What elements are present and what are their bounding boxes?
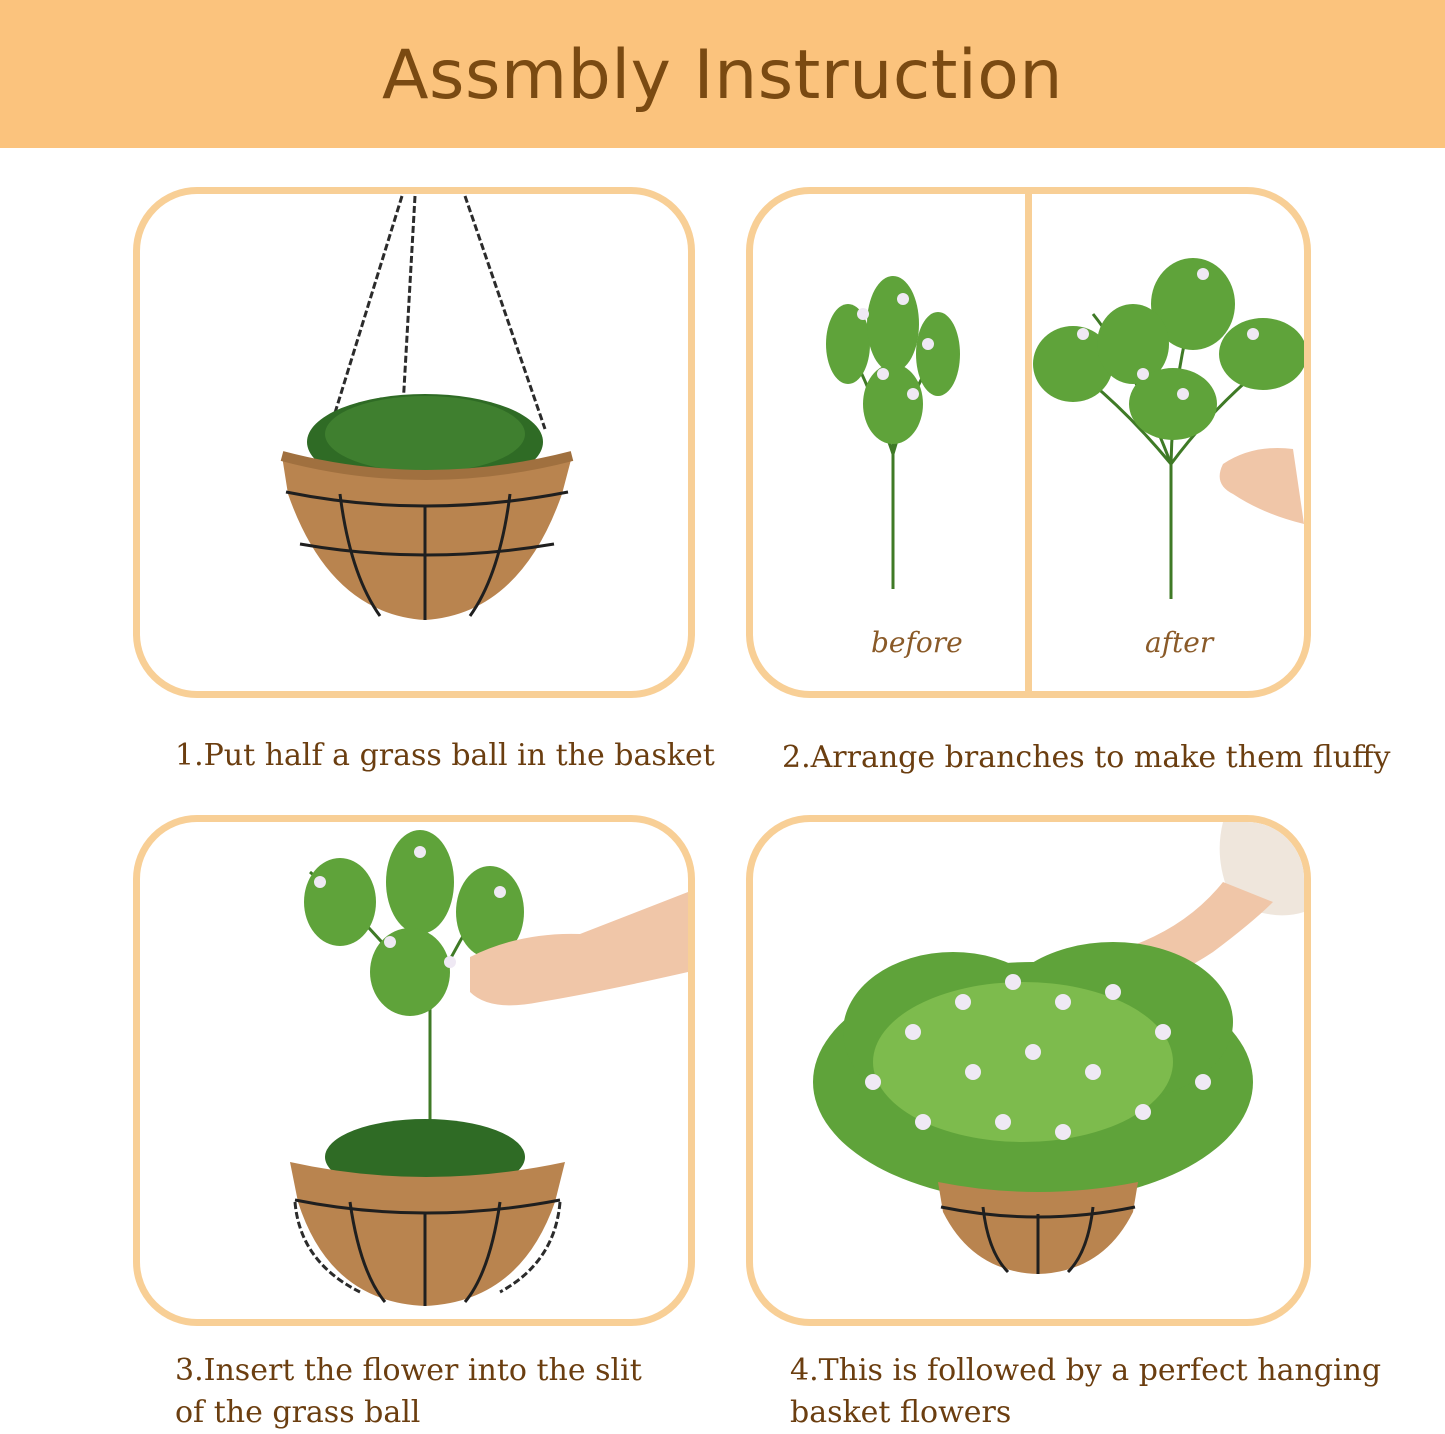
page-title: Assmbly Instruction <box>382 36 1063 115</box>
step3-panel <box>133 815 695 1326</box>
step4-panel <box>746 815 1311 1326</box>
hanging-basket-illustration <box>140 194 688 691</box>
after-label: after <box>1145 626 1214 659</box>
header-banner <box>0 0 1445 148</box>
step1-caption <box>175 735 715 777</box>
branch-before-after-illustration <box>753 194 1304 691</box>
step2-caption-text: 2.Arrange branches to make them fluffy <box>782 740 1391 775</box>
before-label: before <box>871 626 963 659</box>
step3-caption <box>175 1350 642 1434</box>
step4-caption-line2: basket flowers <box>790 1395 1012 1430</box>
step2-panel <box>746 187 1311 698</box>
finished-basket-illustration <box>753 822 1304 1319</box>
step2-caption <box>782 737 1390 779</box>
step4-caption-line1: 4.This is followed by a perfect hanging <box>790 1353 1382 1388</box>
step3-caption-line2: of the grass ball <box>175 1395 421 1430</box>
step4-caption <box>790 1350 1381 1434</box>
step3-caption-line1: 3.Insert the flower into the slit <box>175 1353 642 1388</box>
step1-caption-text: 1.Put half a grass ball in the basket <box>175 738 715 773</box>
insert-flower-illustration <box>140 822 688 1319</box>
step1-panel <box>133 187 695 698</box>
